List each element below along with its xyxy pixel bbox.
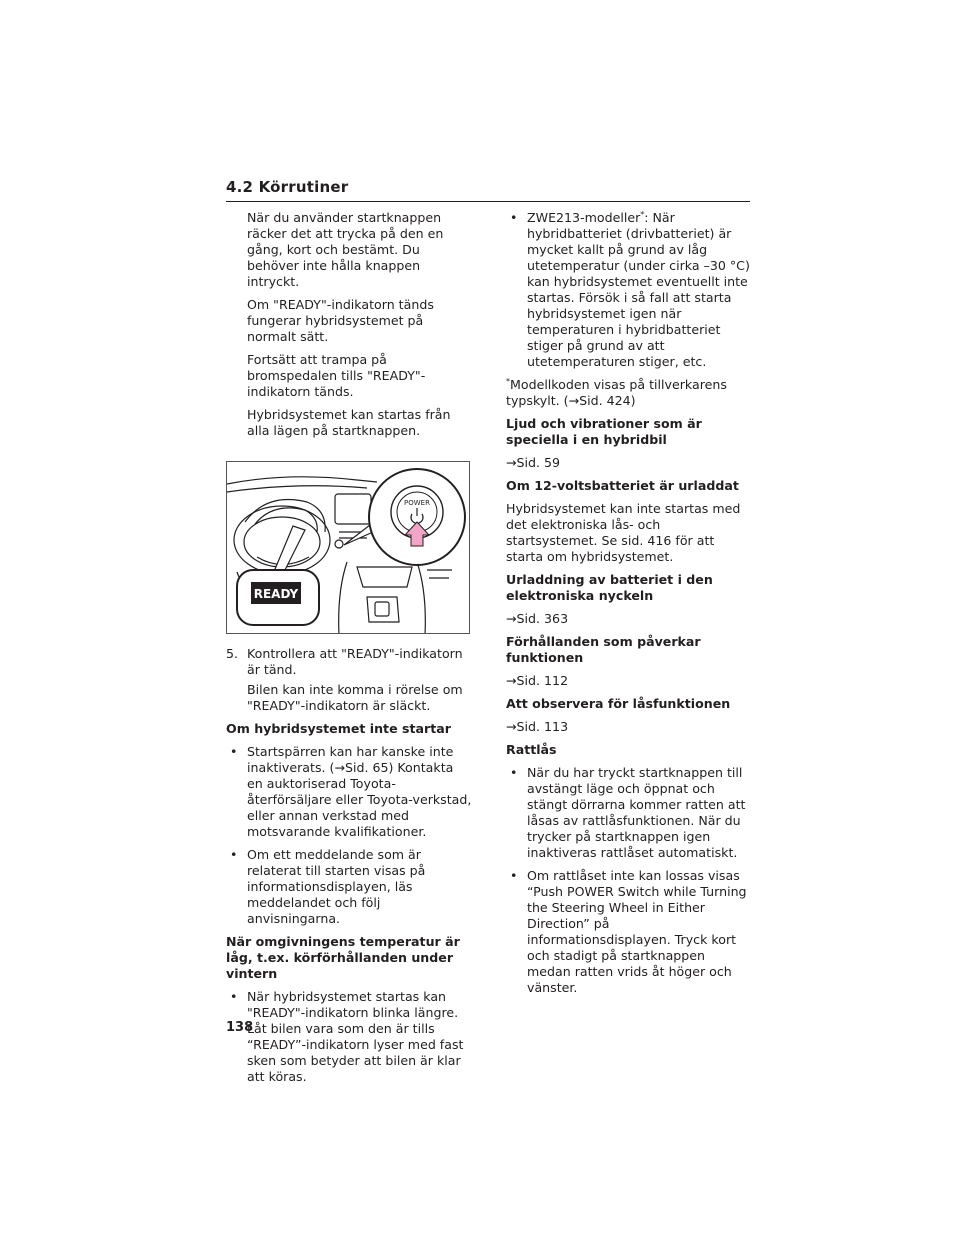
intro-paragraph-2: Om "READY"-indikatorn tänds fungerar hybridsystemet på normalt sätt. [247, 297, 434, 344]
list-item: • Startspärren kan har kanske inte inaktiverats. (→Sid. 65) Kontakta en auktoriserad Toyota-återförsäljare eller Toyota-verkstad, eller annan verkstad med motsvarande kvalifikationer. [230, 744, 472, 839]
page-ref-link[interactable]: →Sid. 59 [506, 455, 561, 470]
page-ref-link[interactable]: →Sid. 112 [506, 673, 569, 688]
conditions-heading: Förhållanden som påverkar funktionen [506, 634, 701, 665]
step-text: Kontrollera att "READY"-indikatorn är tänd. [247, 646, 463, 677]
page-ref-link[interactable]: →Sid. 113 [506, 719, 569, 734]
list-item: • Om ett meddelande som är relaterat till starten visas på informationsdisplayen, läs meddelandet och följ anvisningarna. [230, 847, 426, 926]
battery-heading: Om 12-voltsbatteriet är urladdat [506, 478, 739, 493]
battery-text: Hybridsystemet kan inte startas med det elektroniska lås- och startsystemet. Se sid. 416 för att starta om hybridsystemet. [506, 501, 741, 564]
intro-paragraph-3: Fortsätt att trampa på bromspedalen tills "READY"-indikatorn tänds. [247, 352, 426, 399]
steering-lock-heading: Rattlås [506, 742, 557, 757]
noise-heading: Ljud och vibrationer som är speciella i en hybridbil [506, 416, 702, 447]
low-temp-heading: När omgivningens temperatur är låg, t.ex. körförhållanden under vintern [226, 934, 460, 981]
key-battery-heading: Urladdning av batteriet i den elektroniska nyckeln [506, 572, 713, 603]
page-number: 138 [226, 1020, 254, 1035]
not-starting-heading: Om hybridsystemet inte startar [226, 721, 451, 736]
list-item: • När du har tryckt startknappen till avstängt läge och öppnat och stängt dörrarna kommer ratten att låsas av rattlåsfunktionen. När du trycker på startknappen igen inaktiveras rattlåset automatiskt. [510, 765, 746, 860]
page-ref-link[interactable]: →Sid. 363 [506, 611, 569, 626]
dashboard-illustration [227, 462, 470, 634]
list-item: • Om rattlåset inte kan lossas visas “Push POWER Switch while Turning the Steering Wheel in Either Direction” på informationsdisplayen. Tryck kort och stadigt på startknappen medan ratten vrids åt höger och vänster. [510, 868, 747, 995]
power-label: POWER [404, 499, 430, 507]
section-header: 4.2 Körrutiner [226, 178, 750, 202]
power-switch-figure [226, 461, 470, 634]
intro-paragraph-4: Hybridsystemet kan startas från alla lägen på startknappen. [247, 407, 451, 438]
left-column [226, 210, 472, 1092]
list-item: • När hybridsystemet startas kan "READY"-indikatorn blinka längre. Låt bilen vara som den är tills “READY”-indikatorn lyser med fast sken som betyder att bilen är klar att köras. [230, 989, 464, 1084]
zwe-bullet: • ZWE213-modeller*: När hybridbatteriet (drivbatteriet) är mycket kallt på grund av låg utetemperatur (under cirka –30 °C) kan hybridsystemet eventuellt inte startas. Försök i så fall att starta hybridsystemet igen när temperaturen i hybridbatteriet stiger på grund av att utetemperaturen stiger, etc. [510, 209, 750, 369]
lock-function-heading: Att observera för låsfunktionen [506, 696, 731, 711]
footnote: *Modellkoden visas på tillverkarens typskylt. (→Sid. 424) [506, 376, 727, 408]
step-number: 5. [226, 646, 239, 661]
intro-block [226, 210, 472, 439]
step-5-note: Bilen kan inte komma i rörelse om "READY"-indikatorn är släckt. [247, 682, 463, 713]
right-column [506, 210, 752, 1003]
intro-paragraph-1: När du använder startknappen räcker det att trycka på den en gång, kort och bestämt. Du behöver inte hålla knappen intryckt. [247, 210, 444, 289]
ready-label: READY [253, 587, 299, 601]
step-5 [226, 646, 472, 678]
